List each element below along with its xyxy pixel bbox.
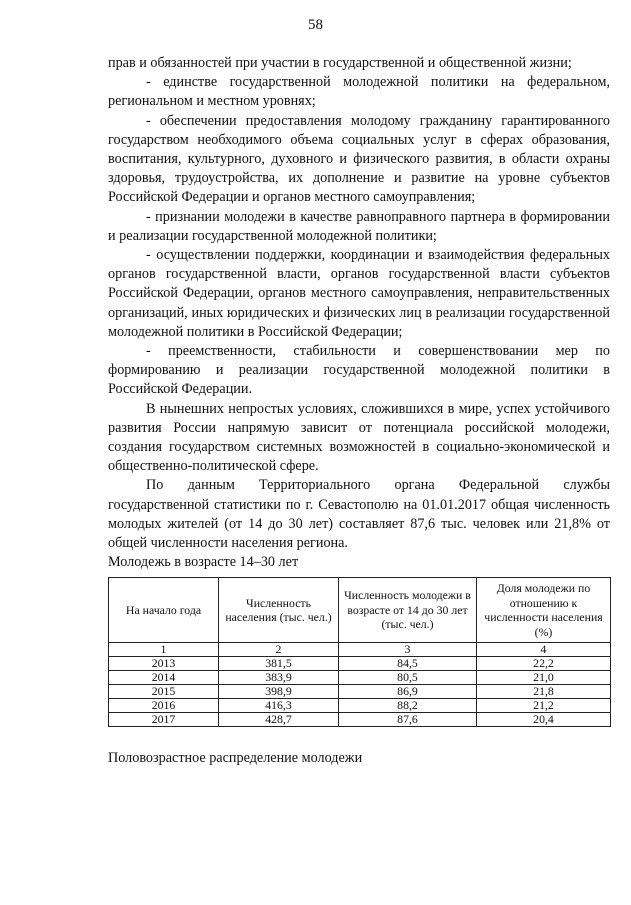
column-header-youth-count: Численность молодежи в возрасте от 14 до 30 лет (тыс. чел.) bbox=[339, 578, 477, 643]
table-cell: 381,5 bbox=[219, 657, 339, 671]
table-caption: Молодежь в возрасте 14–30 лет bbox=[108, 554, 299, 571]
column-header-year: На начало года bbox=[109, 578, 219, 643]
table-cell: 21,0 bbox=[477, 671, 611, 685]
table-cell: 2013 bbox=[109, 657, 219, 671]
table-cell: 2016 bbox=[109, 699, 219, 713]
paragraph: В нынешних непростых условиях, сложившихся в мире, успех устойчивого развития России напрямую зависит от потенциала российской молодежи, создания государством системных возможностей в социально-экономической и общественно-политической сфере. bbox=[108, 400, 610, 475]
table-cell: 84,5 bbox=[339, 657, 477, 671]
column-number-row bbox=[109, 643, 611, 657]
table-cell: 21,2 bbox=[477, 699, 611, 713]
table-cell: 2015 bbox=[109, 685, 219, 699]
paragraph: - осуществлении поддержки, координации и взаимодействия федеральных органов государственной власти, органов государственной власти субъектов Российской Федерации, органов местного самоуправления, неправительственных организаций, иных юридических и физических лиц в реализации государственной молодежной политики в Российской Федерации; bbox=[108, 247, 610, 340]
paragraph: - преемственности, стабильности и совершенствовании мер по формированию и реализации государственной молодежной политики в Российской Федерации. bbox=[108, 343, 610, 398]
table-cell: 21,8 bbox=[477, 685, 611, 699]
column-header-population: Численность населения (тыс. чел.) bbox=[219, 578, 339, 643]
page-number: 58 bbox=[308, 17, 323, 33]
column-number: 3 bbox=[339, 643, 477, 657]
paragraph: По данным Территориального органа Федеральной службы государственной статистики по г. Севастополю на 01.01.2017 общая численность молодых жителей (от 14 до 30 лет) составляет 87,6 тыс. человек или 21,8% от общей численности населения региона. bbox=[108, 477, 610, 552]
table-row bbox=[109, 699, 611, 713]
table-row bbox=[109, 713, 611, 727]
table-cell: 2017 bbox=[109, 713, 219, 727]
table-cell: 22,2 bbox=[477, 657, 611, 671]
paragraph: - признании молодежи в качестве равноправного партнера в формировании и реализации государственной молодежной политики; bbox=[108, 208, 610, 244]
column-number: 2 bbox=[219, 643, 339, 657]
section-sub-heading: Половозрастное распределение молодежи bbox=[108, 750, 363, 766]
table-header-row bbox=[109, 578, 611, 643]
table-row bbox=[109, 657, 611, 671]
table-row bbox=[109, 671, 611, 685]
paragraph: - единстве государственной молодежной политики на федеральном, региональном и местном уровнях; bbox=[108, 74, 610, 110]
table-cell: 2014 bbox=[109, 671, 219, 685]
column-number: 4 bbox=[477, 643, 611, 657]
table-cell: 416,3 bbox=[219, 699, 339, 713]
table-cell: 20,4 bbox=[477, 713, 611, 727]
table-cell: 88,2 bbox=[339, 699, 477, 713]
youth-statistics-table bbox=[108, 577, 611, 727]
table-cell: 398,9 bbox=[219, 685, 339, 699]
column-header-youth-share: Доля молодежи по отношению к численности населения (%) bbox=[477, 578, 611, 643]
column-number: 1 bbox=[109, 643, 219, 657]
table-row bbox=[109, 685, 611, 699]
body-text bbox=[108, 54, 610, 572]
paragraph: - обеспечении предоставления молодому гражданину гарантированного государством необходимого объема социальных услуг в сферах образования, воспитания, культурного, духовного и физического развития, в области охраны здоровья, трудоустройства, их дополнение и развитие на уровне субъектов Российской Федерации и органов местного самоуправления; bbox=[108, 112, 610, 206]
table-cell: 80,5 bbox=[339, 671, 477, 685]
paragraph: прав и обязанностей при участии в государственной и общественной жизни; bbox=[108, 55, 572, 71]
table-cell: 383,9 bbox=[219, 671, 339, 685]
table-cell: 87,6 bbox=[339, 713, 477, 727]
table-cell: 428,7 bbox=[219, 713, 339, 727]
table-cell: 86,9 bbox=[339, 685, 477, 699]
